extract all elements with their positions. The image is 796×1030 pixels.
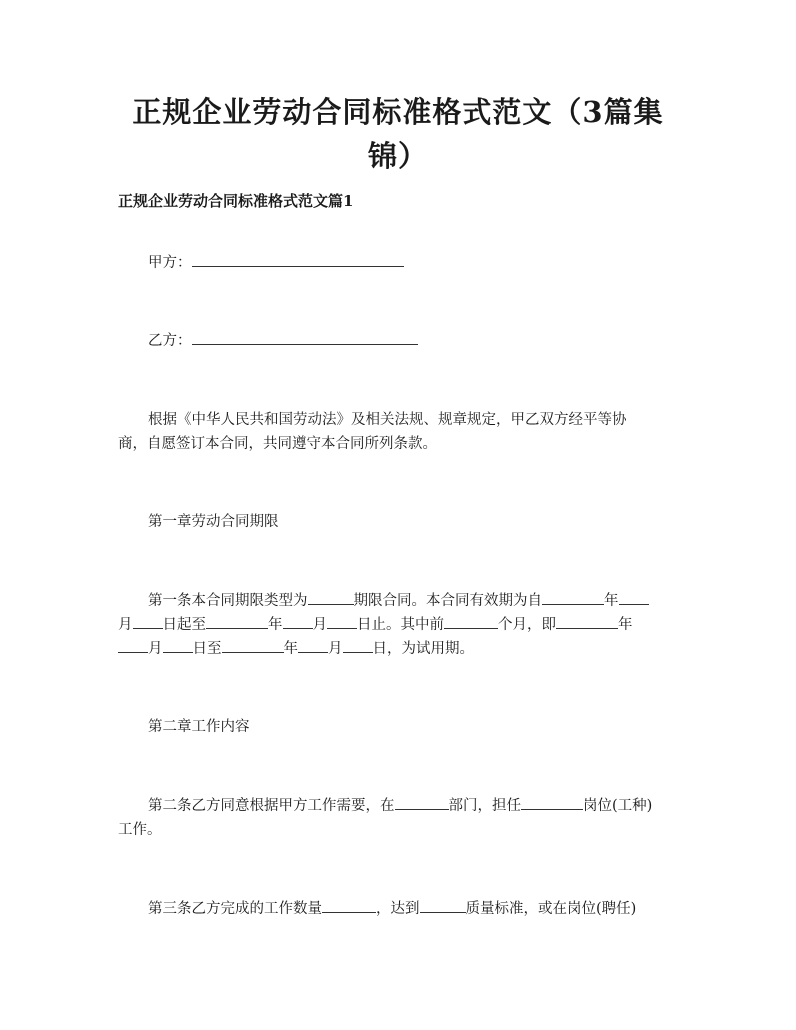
start-year-blank bbox=[542, 590, 604, 605]
probation-end-year-blank bbox=[222, 638, 284, 653]
article2-line2: 工作。 bbox=[118, 822, 162, 838]
probation-start-month-blank bbox=[118, 638, 148, 653]
probation-end-month-blank bbox=[298, 638, 328, 653]
probation-start-year-blank bbox=[556, 614, 618, 629]
department-blank bbox=[395, 795, 449, 810]
end-year-blank bbox=[206, 614, 268, 629]
article1-text: 月 bbox=[312, 617, 327, 633]
article1-line2 bbox=[118, 613, 690, 637]
article1-text: 年 bbox=[618, 617, 633, 633]
probation-end-day-blank bbox=[343, 638, 373, 653]
article1-text: 月 bbox=[328, 641, 343, 657]
chapter1-title: 第一章劳动合同期限 bbox=[148, 514, 279, 530]
party-a-blank bbox=[192, 252, 404, 267]
chapter2-title: 第二章工作内容 bbox=[148, 719, 250, 735]
article1-text: 月 bbox=[148, 641, 163, 657]
article1-text: 日止。其中前 bbox=[357, 617, 444, 633]
article1-text: 期限合同。本合同有效期为自 bbox=[353, 593, 542, 609]
article3-text: 质量标准，或在岗位(聘任) bbox=[465, 901, 637, 917]
party-b-line bbox=[148, 329, 690, 353]
quality-standard-blank bbox=[420, 898, 466, 913]
position-blank bbox=[521, 795, 583, 810]
party-a-line bbox=[148, 251, 690, 275]
article1-text: 日起至 bbox=[162, 617, 206, 633]
article1-text: 月 bbox=[118, 617, 133, 633]
end-month-blank bbox=[283, 614, 313, 629]
article1-text: 年 bbox=[268, 617, 283, 633]
article3-line1 bbox=[148, 897, 690, 921]
article2-text: 岗位(工种) bbox=[583, 798, 653, 814]
article2-line1 bbox=[148, 794, 690, 818]
preamble-line2: 商，自愿签订本合同，共同遵守本合同所列条款。 bbox=[118, 436, 437, 452]
party-b-blank bbox=[192, 330, 418, 345]
article1-text: 日至 bbox=[192, 641, 222, 657]
start-month-blank bbox=[619, 590, 649, 605]
work-quantity-blank bbox=[322, 898, 376, 913]
article1-text: 年 bbox=[604, 593, 619, 609]
probation-start-day-blank bbox=[163, 638, 193, 653]
section-heading: 正规企业劳动合同标准格式范文篇1 bbox=[118, 192, 354, 210]
article2-text: 第二条乙方同意根据甲方工作需要，在 bbox=[148, 798, 395, 814]
article1-text: 日，为试用期。 bbox=[372, 641, 474, 657]
article3-text: 第三条乙方完成的工作数量 bbox=[148, 901, 322, 917]
article1-line1 bbox=[148, 589, 690, 613]
party-a-label: 甲方： bbox=[148, 255, 192, 271]
end-day-blank bbox=[327, 614, 357, 629]
article1-text: 年 bbox=[283, 641, 298, 657]
article2-text: 部门，担任 bbox=[448, 798, 521, 814]
document-title-line2: 锦） bbox=[367, 139, 428, 173]
party-b-label: 乙方： bbox=[148, 333, 192, 349]
article1-line3 bbox=[118, 637, 690, 661]
probation-months-blank bbox=[444, 614, 498, 629]
start-day-blank bbox=[133, 614, 163, 629]
document-title-line1: 正规企业劳动合同标准格式范文（3篇集 bbox=[132, 95, 664, 129]
preamble-line1: 根据《中华人民共和国劳动法》及相关法规、规章规定，甲乙双方经平等协 bbox=[148, 412, 627, 428]
article3-text: ，达到 bbox=[376, 901, 420, 917]
article1-text: 个月，即 bbox=[498, 617, 556, 633]
article1-text: 第一条本合同期限类型为 bbox=[148, 593, 308, 609]
contract-type-blank bbox=[308, 590, 354, 605]
